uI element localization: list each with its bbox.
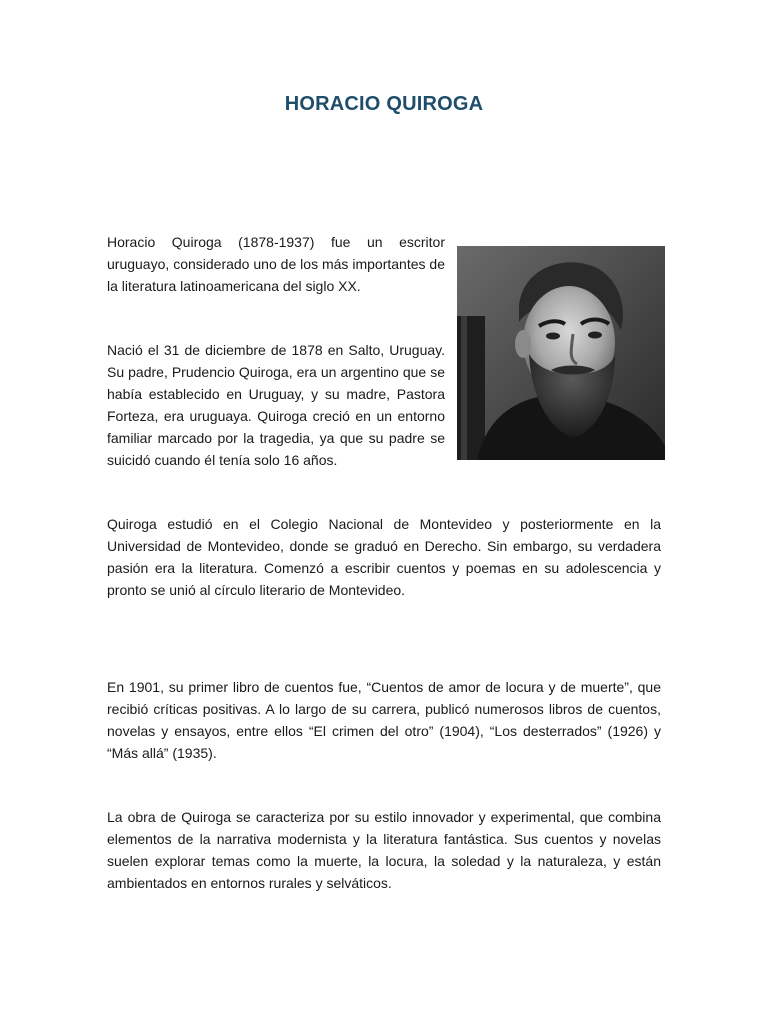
paragraph-birth: Nació el 31 de diciembre de 1878 en Salto, Uruguay. Su padre, Prudencio Quiroga, era un argentino que se había establecido en Uruguay, y su madre, Pastora Forteza, era uruguaya. Quiroga creció en un entorno familiar marcado por la tragedia, ya que su padre se suicidó cuando él tenía solo 16 años. xyxy=(107,342,445,468)
paragraph-intro: Horacio Quiroga (1878-1937) fue un escritor uruguayo, considerado uno de los más importantes de la literatura latinoamericana del siglo XX. xyxy=(107,234,445,294)
portrait-photo xyxy=(457,246,665,460)
paragraph-works: En 1901, su primer libro de cuentos fue, “Cuentos de amor de locura y de muerte”, que recibió críticas positivas. A lo largo de su carrera, publicó numerosos libros de cuentos, novelas y ensayos, entre ellos “El crimen del otro” (1904), “Los desterrados” (1926) y “Más allá” (1935). xyxy=(107,679,661,761)
page-title: HORACIO QUIROGA xyxy=(284,93,484,115)
paragraph-style: La obra de Quiroga se caracteriza por su estilo innovador y experimental, que combina elementos de la narrativa modernista y la literatura fantástica. Sus cuentos y novelas suelen explorar temas como la muerte, la locura, la soledad y la naturaleza, y están ambientados en entornos rurales y selváticos. xyxy=(107,809,661,891)
paragraph-education: Quiroga estudió en el Colegio Nacional de Montevideo y posteriormente en la Universidad de Montevideo, donde se graduó en Derecho. Sin embargo, su verdadera pasión era la literatura. Comenzó a escribir cuentos y poemas en su adolescencia y pronto se unió al círculo literario de Montevideo. xyxy=(107,516,661,598)
